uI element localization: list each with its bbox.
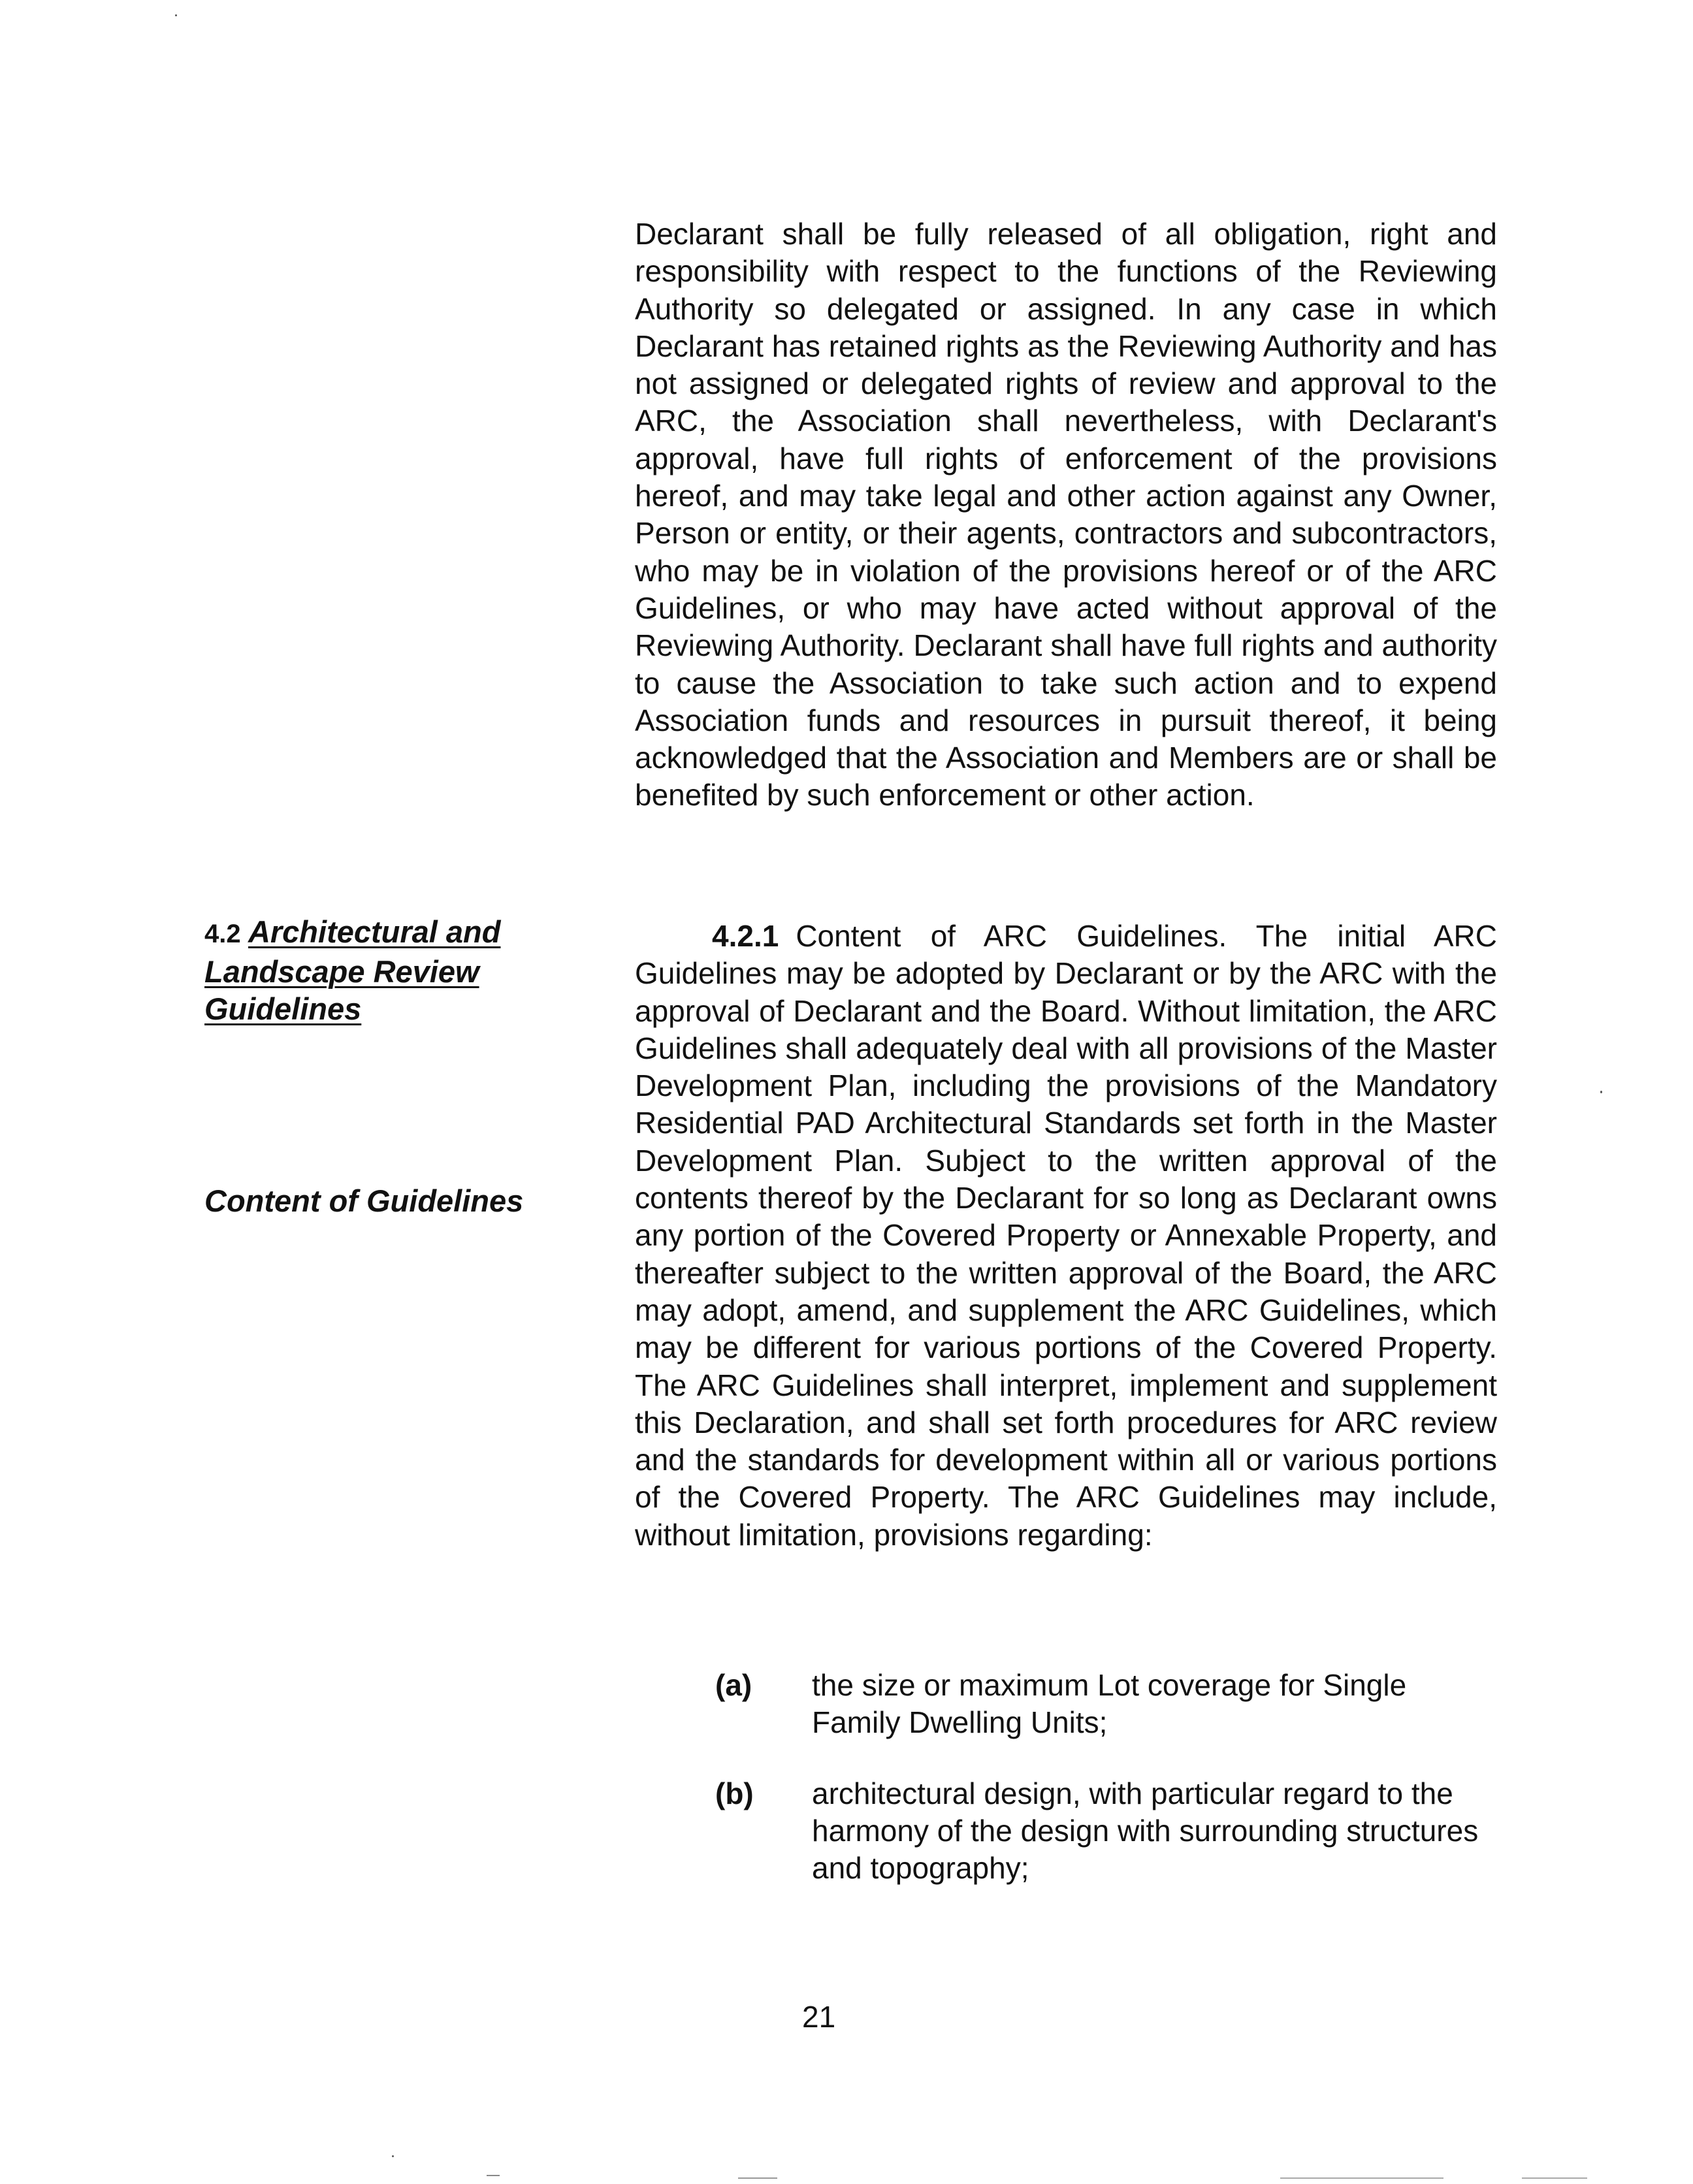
subsection-number: 4.2.1	[712, 919, 779, 953]
scan-speck	[738, 2177, 777, 2179]
list-item-text: the size or maximum Lot coverage for Single Family Dwelling Units;	[812, 1668, 1407, 1739]
section-title-line-2: Landscape Review	[204, 954, 479, 989]
section-title-line-3: Guidelines	[204, 991, 362, 1026]
scan-speck	[487, 2175, 500, 2176]
list-item-label: (a)	[715, 1668, 752, 1702]
paragraph-reviewing-authority: Declarant shall be fully released of all obligation, right and responsibility with respect to the functions of the Reviewing Authority so delegated or assigned. In any case in which Declarant has retained rights as the Reviewing Authority and has not assigned or delegated rights of review and approval to the ARC, the Association shall nevertheless, with Declarant's approval, have full rights of enforcement of the provisions hereof, and may take legal and other action against any Owner, Person or entity, or their agents, contractors and subcontractors, who may be in violation of the provisions hereof or of the ARC Guidelines, or who may have acted without approval of the Reviewing Authority. Declarant shall have full rights and authority to cause the Association to take such action and to expend Association funds and resources in pursuit thereof, it being acknowledged that the Association and Members are or shall be benefited by such enforcement or other action.	[635, 217, 1497, 812]
scan-speck	[1600, 1091, 1602, 1093]
list-item-text: architectural design, with particular regard to the harmony of the design with surrounding structures and topography;	[812, 1776, 1479, 1885]
scan-speck	[175, 14, 177, 16]
section-number: 4.2	[204, 920, 241, 948]
paragraph-4-2-1	[635, 918, 1497, 1554]
scan-speck	[1522, 2177, 1587, 2179]
scan-speck	[1280, 2177, 1443, 2179]
section-title-line-1: Architectural and	[248, 914, 501, 949]
subsection-text: Content of ARC Guidelines. The initial ARC Guidelines may be adopted by Declarant or by the ARC with the approval of Declarant and the Board. Without limitation, the ARC Guidelines shall adequately deal with all provisions of the Master Development Plan, including the provisions of the Mandatory Residential PAD Architectural Standards set forth in the Master Development Plan. Subject to the written approval of the contents thereof by the Declarant for so long as Declarant owns any portion of the Covered Property or Annexable Property, and thereafter subject to the written approval of the Board, the ARC may adopt, amend, and supplement the ARC Guidelines, which may be different for various portions of the Covered Property. The ARC Guidelines shall interpret, implement and supplement this Declaration, and shall set forth procedures for ARC review and the standards for development within all or various portions of the Covered Property. The ARC Guidelines may include, without limitation, provisions regarding:	[635, 919, 1497, 1552]
scan-speck	[392, 2155, 394, 2157]
section-heading-4-2	[204, 913, 596, 1027]
side-heading-content-of-guidelines: Content of Guidelines	[204, 1183, 524, 1218]
page-number-text: 21	[802, 2000, 836, 2034]
list-item-label: (b)	[715, 1776, 754, 1810]
